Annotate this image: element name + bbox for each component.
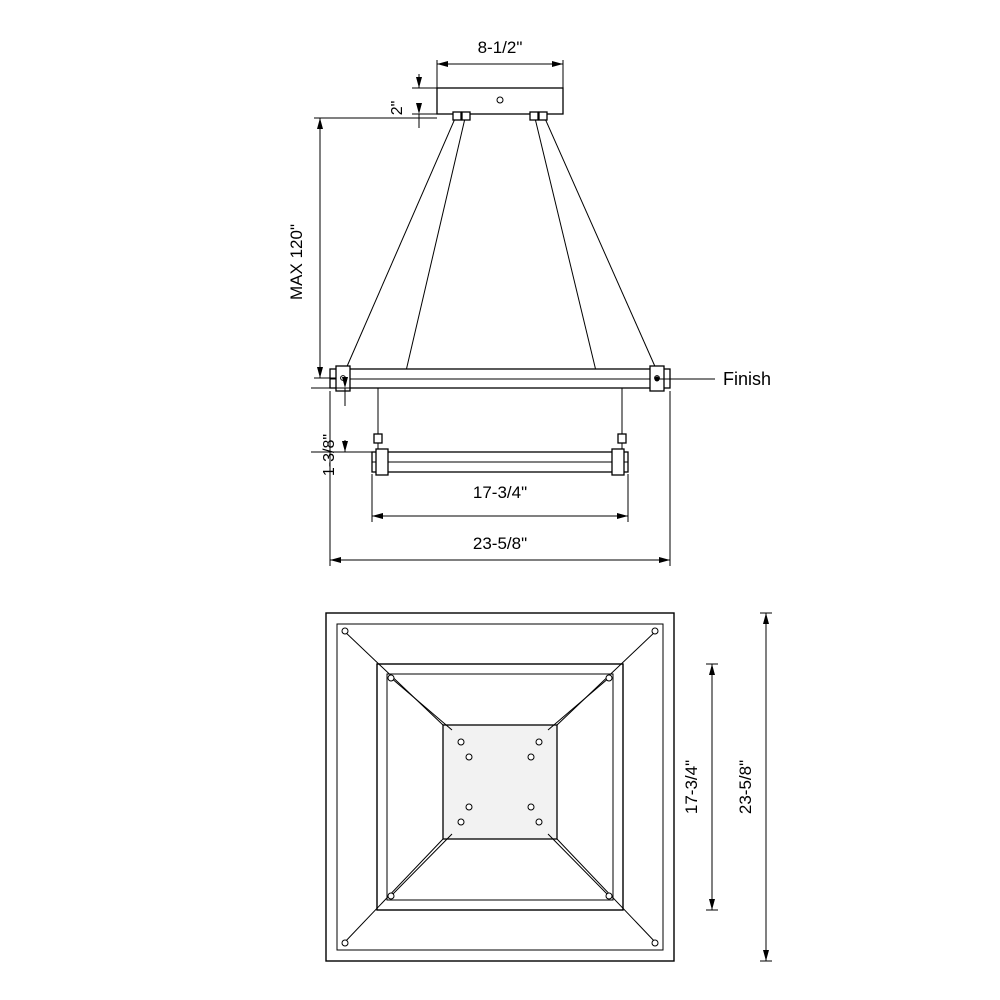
- cable-anchor-3: [530, 112, 538, 120]
- cable-inner-right: [534, 114, 596, 371]
- canopy-plan-screw-tl2: [466, 754, 472, 760]
- plan-anchor-inner-tr: [606, 675, 612, 681]
- dim-outer-frame-width-text: 23-5/8": [472, 534, 528, 553]
- plan-cable-tl-inner: [390, 677, 452, 730]
- canopy-plan-screw-bl: [458, 819, 464, 825]
- plan-anchor-outer-bl: [342, 940, 348, 946]
- canopy-plan-screw-tr2: [528, 754, 534, 760]
- outer-ring-left-screw: [341, 376, 346, 381]
- dim-max-drop-text: MAX 120": [287, 224, 306, 300]
- canopy-plan-screw-br: [536, 819, 542, 825]
- plan-cable-br-outer: [557, 839, 657, 944]
- canopy-screw: [497, 97, 503, 103]
- dim-canopy-height-text: 2": [389, 100, 406, 116]
- dim-outer-frame-width: [330, 391, 670, 566]
- plan-anchor-outer-tr: [652, 628, 658, 634]
- cable-anchor-4: [539, 112, 547, 120]
- plan-cable-bl-inner: [390, 834, 452, 897]
- finish-callout: [655, 369, 772, 389]
- plan-anchor-inner-bl: [388, 893, 394, 899]
- elevation-view: [287, 38, 771, 566]
- cable-outer-left: [345, 114, 457, 371]
- canopy-plan-screw-tr: [536, 739, 542, 745]
- inner-ring-left-cap: [376, 449, 388, 475]
- canopy-plan-screw-bl2: [466, 804, 472, 810]
- dim-plan-outer-width-text: 23-5/8": [736, 759, 755, 815]
- drop-rod-left-anchor: [374, 434, 382, 443]
- plan-cable-br-inner: [548, 834, 610, 897]
- canopy-plan-screw-tl: [458, 739, 464, 745]
- plan-view: [326, 613, 772, 961]
- plan-cable-tr-inner: [548, 677, 610, 730]
- dim-ring-gap: [311, 388, 376, 476]
- cable-outer-right: [543, 114, 657, 371]
- dim-plan-outer-width: [736, 613, 772, 961]
- inner-ring-right-cap: [612, 449, 624, 475]
- finish-callout-text: Finish: [723, 369, 772, 389]
- cable-inner-left: [406, 114, 466, 371]
- plan-cable-bl-outer: [343, 839, 443, 944]
- dim-canopy-width-text: 8-1/2": [477, 38, 523, 57]
- dim-max-drop: [287, 118, 437, 378]
- plan-anchor-inner-tl: [388, 675, 394, 681]
- dim-ring-gap-text: 1-3/8": [321, 433, 338, 477]
- plan-anchor-outer-br: [652, 940, 658, 946]
- dim-inner-frame-width: [372, 474, 628, 522]
- cable-anchor-2: [462, 112, 470, 120]
- cable-anchor-1: [453, 112, 461, 120]
- dim-inner-frame-width-text: 17-3/4": [472, 483, 528, 502]
- plan-anchor-inner-br: [606, 893, 612, 899]
- plan-anchor-outer-tl: [342, 628, 348, 634]
- drop-rod-right-anchor: [618, 434, 626, 443]
- canopy-plan-screw-br2: [528, 804, 534, 810]
- dim-canopy-width: [437, 38, 563, 90]
- dim-plan-inner-width-text: 17-3/4": [682, 759, 701, 815]
- dim-plan-inner-width: [682, 664, 718, 910]
- dim-canopy-height: [389, 74, 437, 128]
